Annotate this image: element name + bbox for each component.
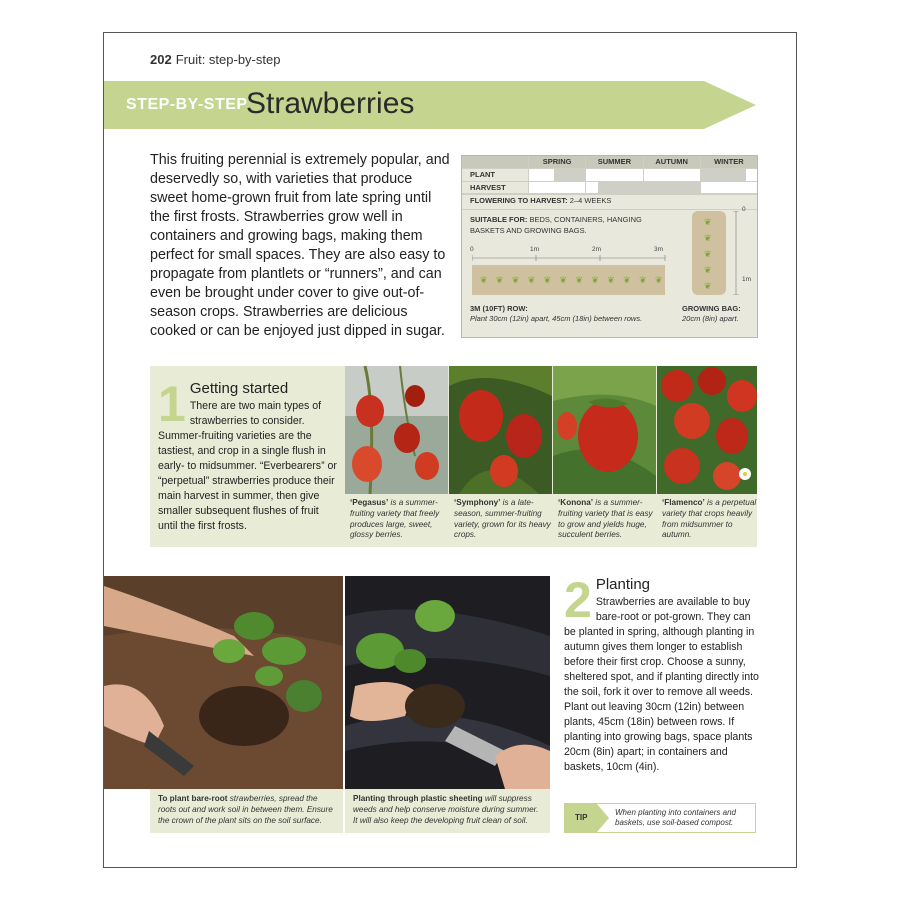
step-body: Strawberries are available to buy bare-root or pot-grown. They can be planted in spring, although planting in autumn gives them longer to establish before their first crop. Choose a sunny, sheltered spot, and if planting directly into the soil, fork it over to remove all weeds. Plant out leaving 30cm (12in) between plants, 45cm (18in) between rows. If planting into growing bags, space plants 20cm (8in) apart; in containers and baskets, 10cm (4in). <box>564 596 759 773</box>
leaf-icon: ❦ <box>591 275 599 285</box>
season-spring: SPRING <box>528 156 585 168</box>
row-scale-tick: 2m <box>592 246 602 253</box>
caption-plastic <box>345 789 550 833</box>
bag-caption-text: 20cm (8in) apart. <box>682 314 739 323</box>
leaf-icon: ❦ <box>704 217 712 227</box>
row-label: HARVEST <box>470 183 506 192</box>
row-plot-diagram <box>472 265 665 295</box>
season-winter: WINTER <box>700 156 757 168</box>
caption-text: will suppress weeds and help conserve moisture during summer. It will also keep the developing fruit clean of soil. <box>353 794 539 825</box>
leaf-icon: ❦ <box>607 275 615 285</box>
step-number: 1 <box>158 376 186 432</box>
suitable-value: BEDS, CONTAINERS, HANGING BASKETS AND GROWING BAGS. <box>470 215 642 235</box>
leaf-icon: ❦ <box>704 249 712 259</box>
photo-bare-root-planting <box>104 576 343 789</box>
season-autumn: AUTUMN <box>643 156 700 168</box>
variety-desc: is a summer-fruiting variety that freely produces large, sweet, glossy berries. <box>350 498 440 540</box>
caption-konona <box>558 498 655 541</box>
step-title: Getting started <box>189 380 289 397</box>
caption-symphony <box>454 498 551 541</box>
book-page <box>103 32 797 868</box>
step2-section <box>564 572 764 775</box>
leaf-icon: ❦ <box>704 265 712 275</box>
variety-desc: is a perpetual variety that crops heavily from midsummer to autumn. <box>662 498 757 540</box>
caption-bold: Planting through plastic sheeting <box>353 794 483 803</box>
season-summer: SUMMER <box>585 156 642 168</box>
intro-paragraph: This fruiting perennial is extremely popular, and deservedly so, with varieties that produce sweet home-grown fruit from late spring until the first frosts. Strawberries grow well in containers and growing bags, making them perfect for small spaces. They are also easy to propagate from plantlets or “runners”, and can even be brought under cover to give out-of-season crops. Strawberries are delicious cooked or can be enjoyed just dipped in sugar. <box>150 152 450 339</box>
row-scale-ruler <box>472 254 668 262</box>
leaf-icon: ❦ <box>511 275 520 285</box>
step1-text-block <box>158 376 338 534</box>
leaf-icon: ❦ <box>559 275 568 285</box>
caption-bold: To plant bare-root <box>158 794 228 803</box>
page-number: 202 <box>150 52 172 67</box>
season-calendar <box>462 156 757 195</box>
variety-name: ‘Konona’ <box>558 498 594 507</box>
bag-scale-ruler <box>732 211 742 295</box>
leaf-icon: ❦ <box>575 275 583 285</box>
variety-name: ‘Pegasus’ <box>350 498 389 507</box>
calendar-shade <box>554 169 585 181</box>
bag-scale-tick: 0 <box>742 206 746 213</box>
step-body: There are two main types of strawberries to consider. Summer-fruiting varieties are the tastiest, and crop in a single flush in early- to midsummer. “Everbearers” or “perpetual” strawberries produce their main harvest in summer, then give smaller subsequent flushes of fruit until the first frosts. <box>158 400 337 532</box>
tip-text: When planting into containers and baskets, use soil-based compost. <box>615 808 736 827</box>
leaf-icon: ❦ <box>655 275 663 285</box>
leaf-icon: ❦ <box>480 275 488 285</box>
row-caption-text: Plant 30cm (12in) apart, 45cm (18in) between rows. <box>470 314 643 323</box>
row-scale-tick: 1m <box>530 246 540 253</box>
banner-kicker: STEP-BY-STEP <box>126 96 248 113</box>
row-scale-tick: 3m <box>654 246 664 253</box>
step1-section <box>150 366 757 547</box>
leaf-icon: ❦ <box>704 281 712 291</box>
flowering-label: FLOWERING TO HARVEST: <box>470 196 568 205</box>
variety-name: ‘Flamenco’ <box>662 498 705 507</box>
caption-pegasus <box>350 498 447 541</box>
row-label: PLANT <box>470 170 495 179</box>
page-title: Strawberries <box>246 87 415 120</box>
variety-desc: is a late-season, summer-fruiting variety, grown for its heavy crops. <box>454 498 551 540</box>
bag-caption <box>682 304 757 324</box>
bag-caption-title: GROWING BAG: <box>682 304 741 313</box>
row-caption <box>470 304 670 324</box>
leaf-icon: ❦ <box>704 233 712 243</box>
variety-name: ‘Symphony’ <box>454 498 501 507</box>
photo-pegasus <box>345 366 448 494</box>
caption-bare-root <box>150 789 343 833</box>
suitable-label: SUITABLE FOR: <box>470 215 528 224</box>
title-banner <box>104 81 756 129</box>
photo-symphony <box>449 366 552 494</box>
caption-flamenco <box>662 498 759 541</box>
growing-bag-diagram <box>692 211 726 295</box>
bag-scale-tick: 1m <box>742 276 752 283</box>
section-title: Fruit: step-by-step <box>175 52 281 67</box>
suitable-info <box>470 214 650 236</box>
leaf-icon: ❦ <box>639 275 647 285</box>
variety-desc: is a summer-fruiting variety that is easy to grow and yields huge, succulent berries. <box>558 498 653 540</box>
step-number: 2 <box>564 572 592 628</box>
tip-arrow-shape <box>565 804 611 832</box>
planting-info-panel <box>461 155 758 338</box>
leaf-icon: ❦ <box>527 275 536 285</box>
flowering-info <box>470 196 611 205</box>
photo-flamenco <box>657 366 757 494</box>
caption-text: strawberries, spread the roots out and work soil in between them. Ensure the crown of the plant sits on the soil surface. <box>158 794 333 825</box>
row-scale-tick: 0 <box>470 246 474 253</box>
tip-box <box>564 803 756 833</box>
flowering-value: 2–4 WEEKS <box>569 196 612 205</box>
calendar-header <box>462 156 757 169</box>
tip-label: TIP <box>575 813 588 822</box>
photo-plastic-sheeting <box>345 576 550 789</box>
leaf-icon: ❦ <box>543 275 552 285</box>
calendar-row-plant <box>462 169 757 182</box>
leaf-icon: ❦ <box>623 275 631 285</box>
calendar-shade <box>701 169 746 181</box>
step-title: Planting <box>595 576 651 593</box>
photo-konona <box>553 366 656 494</box>
row-caption-title: 3M (10FT) ROW: <box>470 304 528 313</box>
running-header <box>150 52 280 67</box>
leaf-icon: ❦ <box>495 275 504 285</box>
